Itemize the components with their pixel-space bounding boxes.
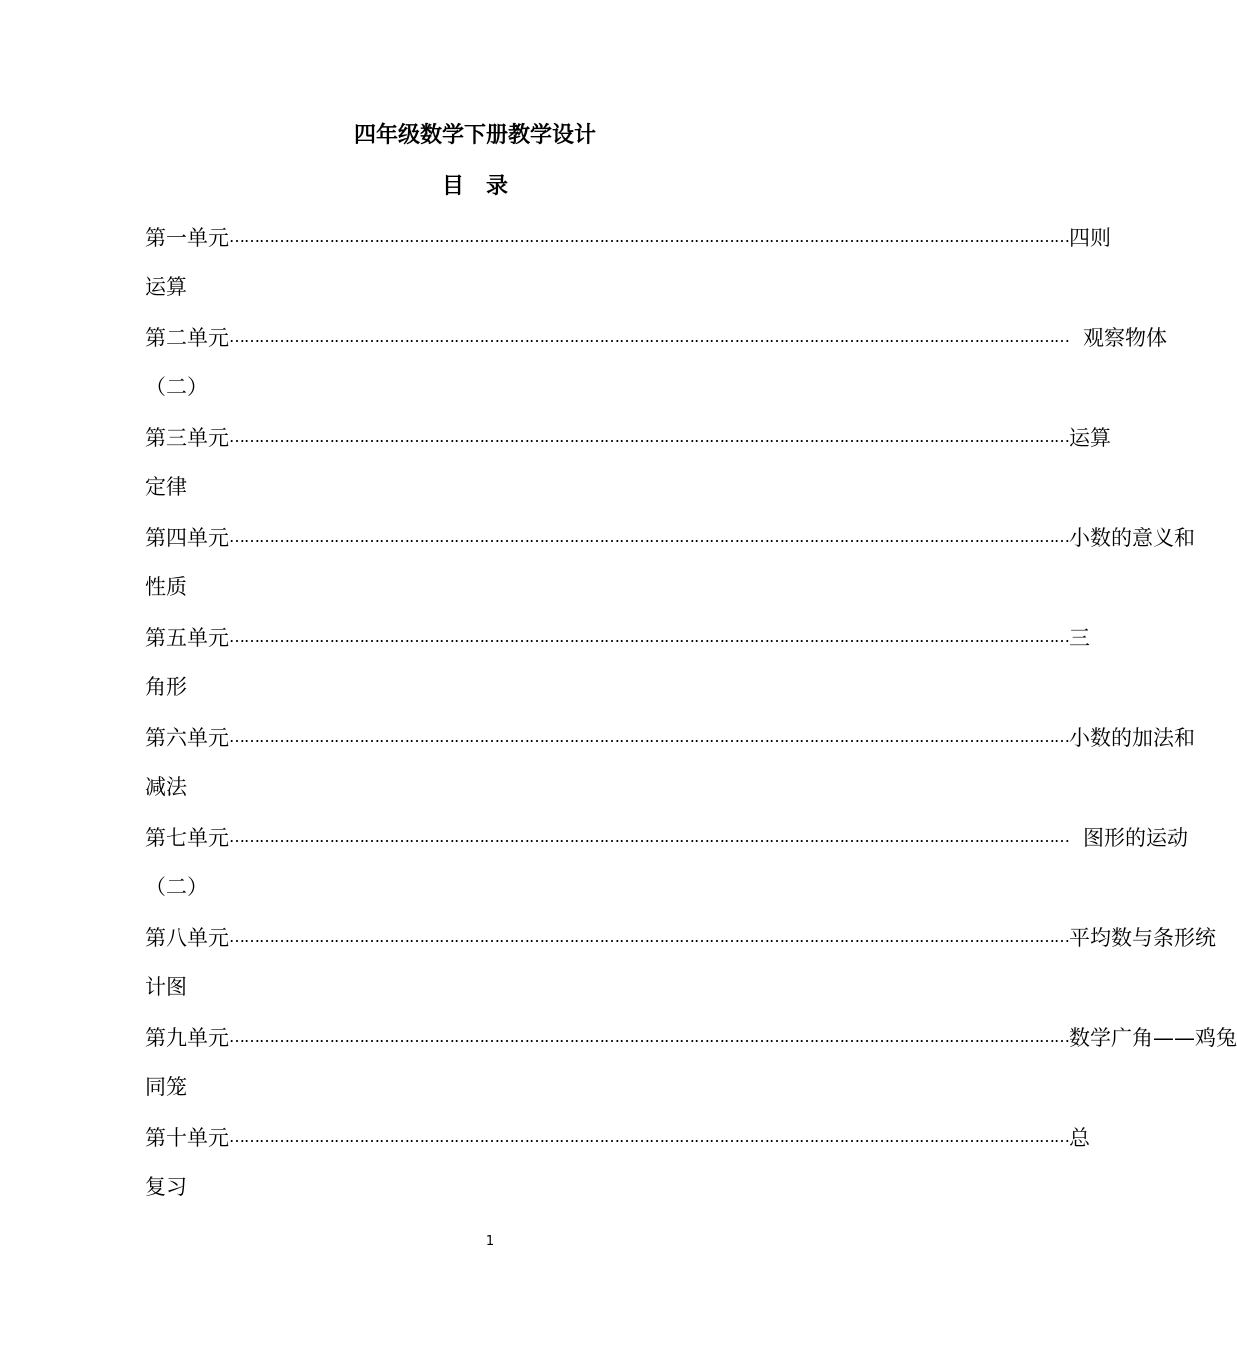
toc-topic-label: 小数的意义和 [1069,526,1195,550]
toc-leader-dots: …………………………………………………………………………………………………………………………………………………… [229,1127,1069,1146]
toc-topic-continuation: 同笼 [145,1075,187,1099]
toc-entry[interactable] [145,412,1111,512]
toc-leader-dots: …………………………………………………………………………………………………………………………………………………… [229,527,1069,546]
toc-topic-continuation: 复习 [145,1175,187,1199]
toc-entry-line [145,712,1195,762]
toc-topic-label: 观察物体 [1083,326,1167,350]
toc-topic-continuation: 性质 [145,575,187,599]
toc-topic-label: 平均数与条形统 [1069,926,1216,950]
toc-entry-line [145,1012,1237,1062]
toc-unit-label: 第四单元 [145,526,229,550]
toc-entry[interactable] [145,712,1195,812]
toc-entry-line [145,912,1216,962]
toc-entry[interactable] [145,912,1216,1012]
toc-entry-line [145,612,1090,662]
toc-leader-dots: …………………………………………………………………………………………………………………………………………………… [229,727,1069,746]
toc-topic-label: 运算 [1069,426,1111,450]
toc-entry[interactable] [145,212,1111,312]
page-number: 1 [485,1234,495,1249]
toc-topic-continuation: 角形 [145,675,187,699]
toc-topic-label: 数学广角——鸡兔 [1069,1026,1237,1050]
toc-leader-dots: …………………………………………………………………………………………………………………………………………………… [229,627,1069,646]
toc-topic-continuation: 减法 [145,775,187,799]
toc-leader-dots: …………………………………………………………………………………………………………………………………………………… [229,427,1069,446]
toc-entry[interactable] [145,1012,1237,1112]
toc-entry-line [145,812,1188,862]
toc-entry-line [145,512,1195,562]
toc-entry[interactable] [145,612,1090,712]
toc-unit-label: 第三单元 [145,426,229,450]
toc-leader-dots: …………………………………………………………………………………………………………………………………………………… [229,327,1069,346]
toc-topic-continuation: 定律 [145,475,187,499]
toc-topic-continuation: 计图 [145,975,187,999]
toc-unit-label: 第五单元 [145,626,229,650]
toc-leader-dots: …………………………………………………………………………………………………………………………………………………… [229,227,1069,246]
toc-heading: 目 录 [441,174,508,199]
toc-unit-label: 第八单元 [145,926,229,950]
toc-entry[interactable] [145,1112,1090,1212]
toc-entry-line [145,312,1167,362]
toc-entry-line [145,212,1111,262]
toc-topic-label: 总 [1069,1126,1090,1150]
toc-unit-label: 第二单元 [145,326,229,350]
toc-topic-continuation: 运算 [145,275,187,299]
table-of-contents [145,212,1237,1212]
toc-leader-dots: …………………………………………………………………………………………………………………………………………………… [229,827,1069,846]
toc-unit-label: 第九单元 [145,1026,229,1050]
toc-entry[interactable] [145,512,1195,612]
toc-entry[interactable] [145,312,1167,412]
toc-topic-continuation: （二） [145,375,208,399]
toc-entry[interactable] [145,812,1188,912]
toc-entry-line [145,412,1111,462]
toc-topic-label: 小数的加法和 [1069,726,1195,750]
toc-unit-label: 第十单元 [145,1126,229,1150]
toc-topic-label: 图形的运动 [1083,826,1188,850]
toc-unit-label: 第一单元 [145,226,229,250]
toc-leader-dots: …………………………………………………………………………………………………………………………………………………… [229,1027,1069,1046]
document-title: 四年级数学下册教学设计 [353,123,596,148]
toc-topic-label: 四则 [1069,226,1111,250]
toc-topic-continuation: （二） [145,875,208,899]
toc-topic-label: 三 [1069,626,1090,650]
toc-leader-dots: …………………………………………………………………………………………………………………………………………………… [229,927,1069,946]
toc-entry-line [145,1112,1090,1162]
toc-unit-label: 第六单元 [145,726,229,750]
toc-unit-label: 第七单元 [145,826,229,850]
